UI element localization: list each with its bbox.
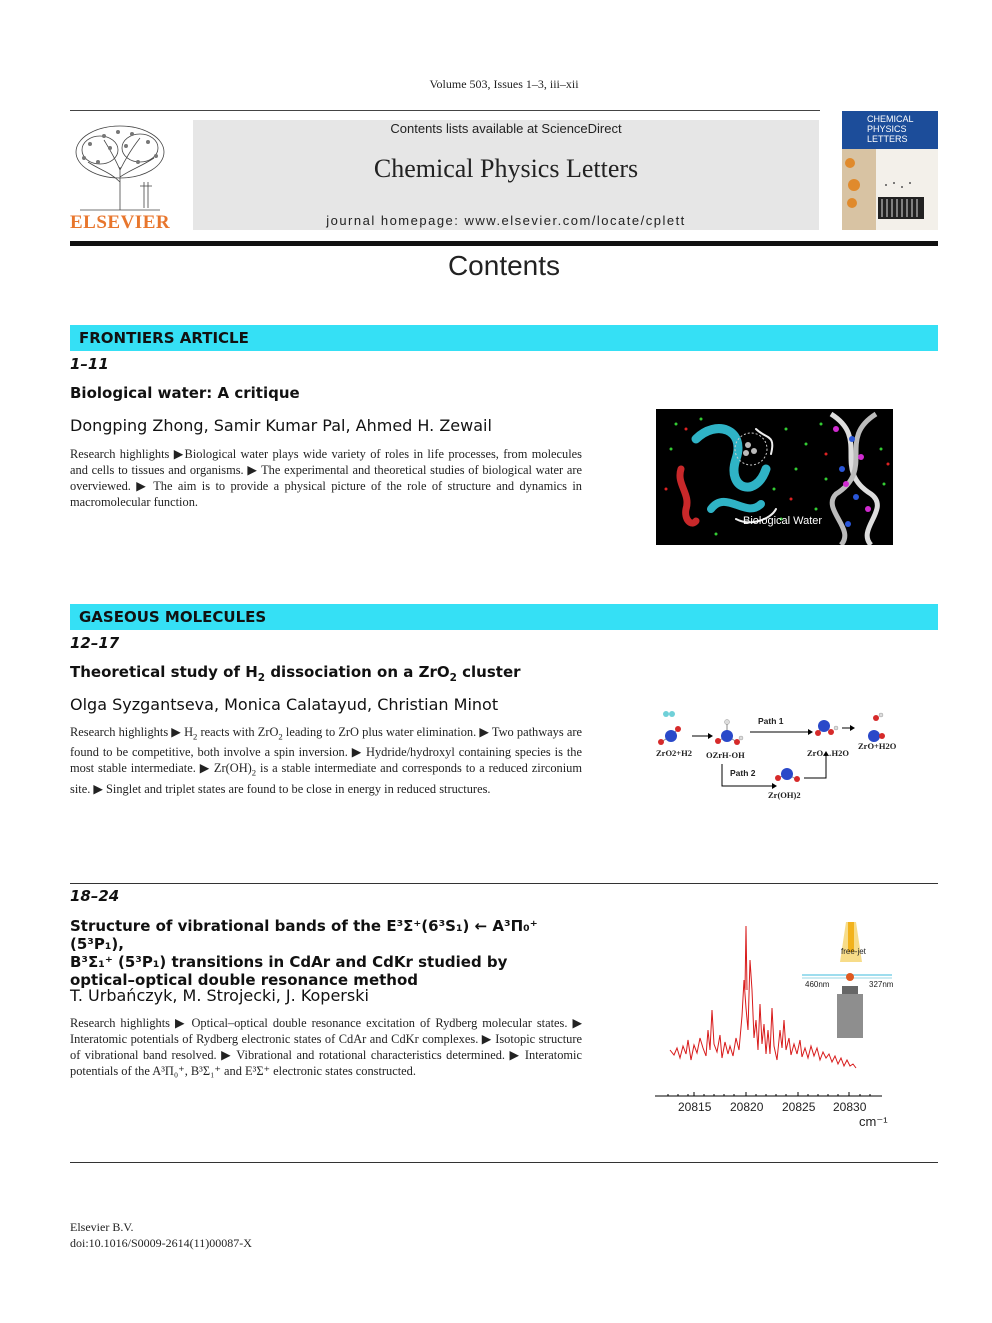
volume-line: Volume 503, Issues 1–3, iii–xii	[429, 77, 579, 91]
footer	[70, 1219, 252, 1251]
axis-unit-label: cm⁻¹	[859, 1114, 888, 1129]
article-authors: Olga Syzgantseva, Monica Calatayud, Christian Minot	[70, 695, 499, 714]
article-title-link[interactable]: Biological water: A critique	[70, 384, 300, 402]
sciencedirect-line[interactable]: Contents lists available at ScienceDirect	[390, 121, 622, 136]
footer-doi: doi:10.1016/S0009-2614(11)00087-X	[70, 1236, 252, 1250]
journal-homepage-link[interactable]: journal homepage: www.elsevier.com/locate/cplett	[326, 213, 686, 228]
article-highlights: Research highlights ▶ Optical–optical double resonance excitation of Rydberg molecular states. ▶ Interatomic potentials of Rydberg electronic states of CdAr and CdKr complexes. ▶ Isotopic structure of vibrational band resolved. ▶ Vibrational and rotational characteristics determined. ▶ Interatomic potentials of the A³Π₀⁺, B³Σ₁⁺ and E³Σ⁺ electronic states constructed.	[70, 1016, 582, 1078]
section-bar-gaseous	[70, 604, 938, 630]
header-thick-rule	[70, 241, 938, 246]
article-authors: T. Urbańczyk, M. Strojecki, J. Koperski	[70, 986, 369, 1005]
label-free-jet: free-jet	[841, 947, 866, 956]
spectrum-trace	[670, 960, 856, 1068]
journal-title: Chemical Physics Letters	[373, 154, 639, 183]
figure-caption-biological-water: Biological Water	[743, 515, 823, 527]
section-bar-frontiers	[70, 325, 938, 351]
article-pages: 18–24	[70, 887, 120, 905]
label-path-1: Path 1	[758, 716, 784, 726]
tick-label: 20825	[782, 1100, 816, 1114]
elsevier-tree-logo-icon	[70, 122, 170, 212]
spectrum-figure	[650, 920, 900, 1132]
article-highlights: Research highlights ▶Biological water plays wide variety of roles in life processes, from molecules and cells to tissues and organisms. ▶ The experimental and theoretical studies of biological water are overviewed. ▶ The aim is to provide a physical picture of the role of structure and dynamics in macromolecular function.	[70, 447, 582, 509]
label-zro2-h2: ZrO2+H2	[656, 748, 693, 758]
label-wavelength-1: 460nm	[805, 980, 830, 989]
label-wavelength-2: 327nm	[869, 980, 894, 989]
tick-label: 20815	[678, 1100, 712, 1114]
article-highlights: Research highlights ▶ $H_2$ reacts with ZrO$_2$ leading to ZrO plus water elimination. ▶ Two pathways are found to be competitive, both involve a spin inversion. ▶ Hydride/hydroxyl containing species is the most stable intermediate. ▶ $Zr(OH)_2$ is a stable intermediate and corresponds to a reduced zirconium site. ▶ Singlet and triplet states are found to be close in energy in reduced structures.	[70, 725, 582, 796]
tick-label: 20820	[730, 1100, 764, 1114]
cover-title: CHEMICAL PHYSICS LETTERS	[867, 114, 914, 144]
label-path-2: Path 2	[730, 768, 756, 778]
header-rule	[70, 110, 820, 111]
article-authors: Dongping Zhong, Samir Kumar Pal, Ahmed H. Zewail	[70, 416, 492, 435]
label-zr-oh-2: Zr(OH)2	[768, 790, 801, 800]
section-label: FRONTIERS ARTICLE	[79, 329, 249, 347]
label-ozrh-oh: OZrH-OH	[706, 750, 745, 760]
article-pages: 12–17	[70, 634, 120, 652]
elsevier-logo-text: ELSEVIER	[70, 212, 171, 233]
reaction-pathway-figure	[650, 706, 900, 802]
article-title-link[interactable]: Structure of vibrational bands of the E³Σ⁺(6³S₁) ← A³Π₀⁺ (5³P₁), B³Σ₁⁺ (5³P₁) transitions in CdAr and CdKr studied by optical–optical double resonance method	[70, 917, 538, 989]
tick-label: 20830	[833, 1100, 867, 1114]
bottom-divider	[70, 1162, 938, 1163]
article-title-link[interactable]: Theoretical study of $H_2$ dissociation on a ZrO$_2$ cluster	[70, 663, 521, 684]
label-zro-h2o-complex: ZrO…H2O	[807, 748, 850, 758]
article-pages: 1–11	[70, 355, 109, 373]
contents-title: Contents	[447, 250, 561, 281]
biological-water-figure	[656, 409, 893, 545]
section-label: GASEOUS MOLECULES	[79, 608, 267, 626]
article-divider	[70, 883, 938, 884]
footer-publisher: Elsevier B.V.	[70, 1220, 134, 1234]
label-zro-plus-h2o: ZrO+H2O	[858, 741, 897, 751]
